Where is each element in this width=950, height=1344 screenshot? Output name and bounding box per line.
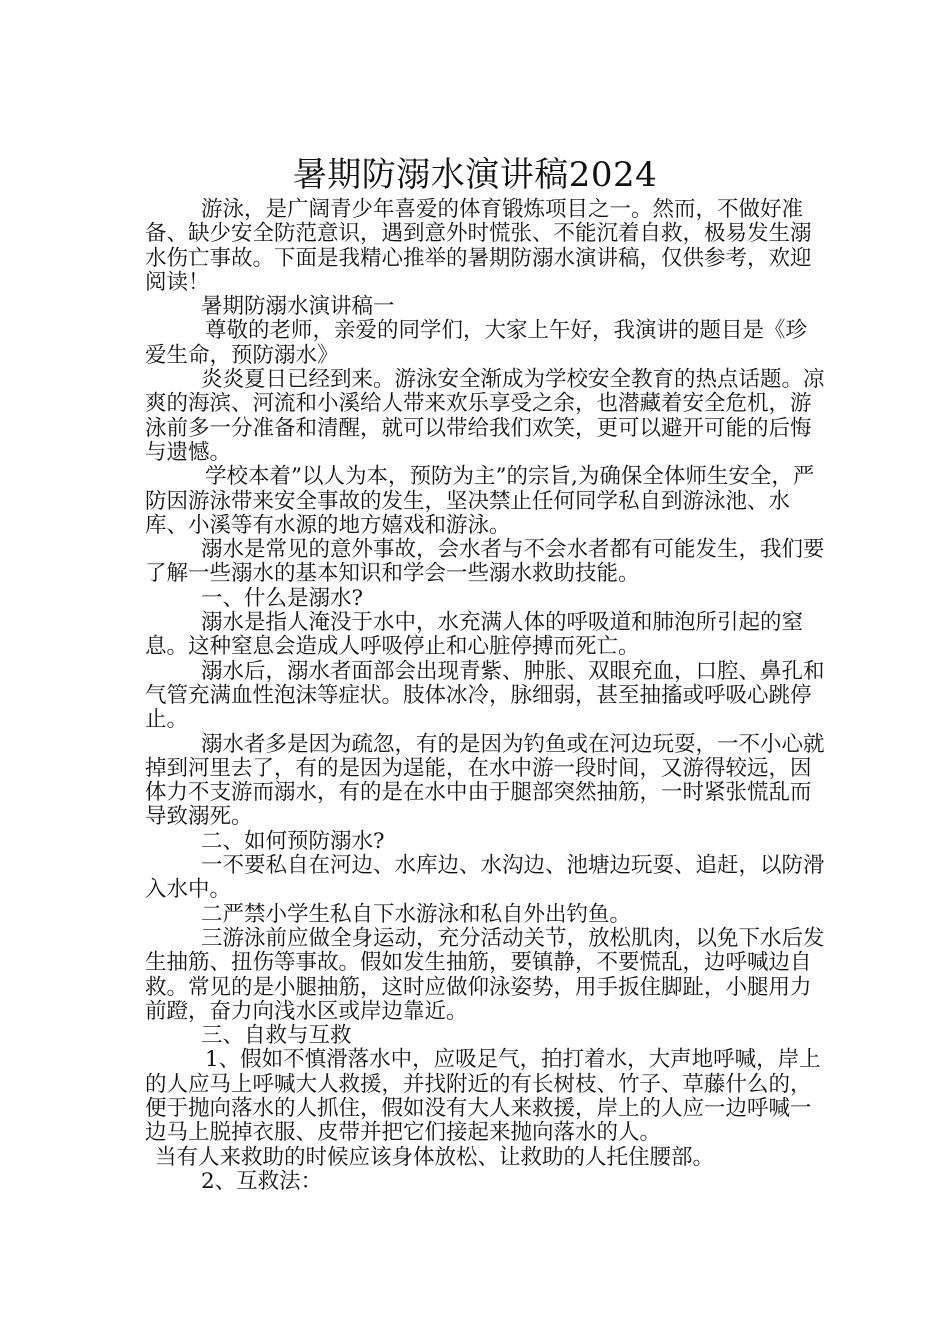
body-paragraph: 二严禁小学生私自下水游泳和私自外出钓鱼。 [201, 901, 632, 927]
section-heading: 2、互救法： [201, 1168, 323, 1194]
body-paragraph: 溺水是指人淹没于水中，水充满人体的呼吸道和肺泡所引起的窒息。这种窒息会造成人呼吸停止和心脏停搏而死亡。 [145, 610, 804, 660]
document-body [145, 198, 825, 1194]
intro-paragraph: 游泳，是广阔青少年喜爱的体育锻炼项目之一。然而，不做好准备、缺少安全防范意识，遇到意外时慌张、不能沉着自救，极易发生溺水伤亡事故。下面是我精心推举的暑期防溺水演讲稿，仅供参考，欢迎阅读！ [145, 197, 812, 295]
body-paragraph: 溺水后，溺水者面部会出现青紫、肿胀、双眼充血，口腔、鼻孔和气管充满血性泡沫等症状。肢体冰冷，脉细弱，甚至抽搐或呼吸心跳停止。 [145, 658, 825, 733]
section-heading: 三、自救与互救 [201, 1023, 352, 1049]
section-heading: 一、什么是溺水? [201, 585, 364, 611]
body-paragraph: 1、假如不慎滑落水中，应吸足气，拍打着水，大声地呼喊，岸上的人应马上呼喊大人救援，并找附近的有长树枝、竹子、草藤什么的，便于抛向落水的人抓住，假如没有大人来救援，岸上的人应一边呼喊一边马上脱掉衣服、皮带并把它们接起来抛向落水的人。 [145, 1047, 821, 1146]
body-paragraph: 当有人来救助的时候应该身体放松、让救助的人托住腰部。 [155, 1144, 715, 1170]
section-heading: 二、如何预防溺水? [201, 828, 385, 854]
section-subtitle: 暑期防溺水演讲稿一 [201, 294, 395, 320]
body-paragraph: 学校本着”以人为本，预防为主”的宗旨,为确保全体师生安全，严防因游泳带来安全事故的发生，坚决禁止任何同学私自到游泳池、水库、小溪等有水源的地方嬉戏和游泳。 [145, 464, 815, 538]
body-paragraph: 炎炎夏日已经到来。游泳安全渐成为学校安全教育的热点话题。凉爽的海滨、河流和小溪给人带来欢乐享受之余，也潜藏着安全危机，游泳前多一分准备和清醒，就可以带给我们欢笑，更可以避开可能的后悔与遗憾。 [145, 367, 825, 465]
greeting-paragraph: 尊敬的老师，亲爱的同学们，大家上午好，我演讲的题目是《珍爱生命，预防溺水》 [145, 318, 808, 368]
document-title: 暑期防溺水演讲稿2024 [292, 154, 658, 195]
body-paragraph: 溺水者多是因为疏忽，有的是因为钓鱼或在河边玩耍，一不小心就掉到河里去了，有的是因为逞能，在水中游一段时间，又游得较远，因体力不支游而溺水，有的是在水中由于腿部突然抽筋，一时紧张慌乱而导致溺死。 [145, 731, 825, 830]
body-paragraph: 溺水是常见的意外事故，会水者与不会水者都有可能发生，我们要了解一些溺水的基本知识和学会一些溺水救助技能。 [145, 537, 825, 587]
body-paragraph: 一不要私自在河边、水库边、水沟边、池塘边玩耍、追赶，以防滑入水中。 [145, 853, 825, 903]
body-paragraph: 三游泳前应做全身运动，充分活动关节，放松肌肉，以免下水后发生抽筋、扭伤等事故。假如发生抽筋，要镇静，不要慌乱，边呼喊边自救。常见的是小腿抽筋，这时应做仰泳姿势，用手扳住脚趾，小腿用力前蹬，奋力向浅水区或岸边靠近。 [145, 925, 825, 1024]
